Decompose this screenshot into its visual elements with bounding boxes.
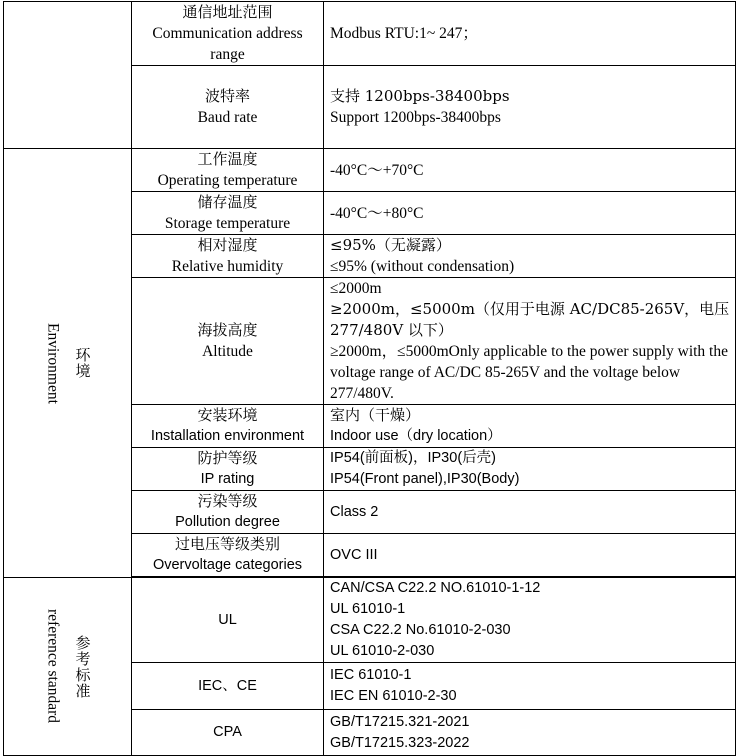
param-label-en: Communication address <box>152 25 303 42</box>
param-label-zh: 安装环境 <box>197 406 258 424</box>
param-label-en: Storage temperature <box>164 215 291 232</box>
value-text: UL 61010-1 <box>330 601 406 617</box>
value-text: IP54(前面板)，IP30(后壳) <box>330 450 496 466</box>
group-communication <box>4 2 132 149</box>
value-iec-ce <box>324 663 736 710</box>
value-altitude <box>324 278 736 405</box>
param-label: UL <box>218 611 237 628</box>
param-label-en: Pollution degree <box>175 514 280 530</box>
value-text: ≥2000m，≤5000mOnly applicable to the power supply with the voltage range of AC/DC 85-265V and the voltage below 277/480V. <box>330 343 728 402</box>
row-comm-address <box>4 2 736 66</box>
value-text: Support 1200bps-38400bps <box>330 109 501 126</box>
value-ip-rating <box>324 448 736 491</box>
value-text: -40°C～+70°C <box>330 161 424 179</box>
value-text: ≤95% (without condensation) <box>330 258 515 275</box>
param-altitude <box>132 278 324 405</box>
param-ul <box>132 578 324 663</box>
param-label-zh: 工作温度 <box>197 150 258 168</box>
value-text: IP54(Front panel),IP30(Body) <box>330 471 520 487</box>
value-cpa <box>324 710 736 756</box>
value-text: 室内（干燥） <box>330 406 421 424</box>
param-storage-temperature <box>132 192 324 235</box>
param-label-en: Installation environment <box>150 428 305 444</box>
param-label-en: Overvoltage categories <box>152 557 303 573</box>
value-baud-rate <box>324 66 736 149</box>
value-pollution-degree <box>324 491 736 534</box>
value-text: 支持 1200bps-38400bps <box>330 87 510 105</box>
group-label-zh: 参考标准 <box>73 634 92 699</box>
value-text: CAN/CSA C22.2 NO.61010-1-12 <box>330 580 541 596</box>
value-installation-environment <box>324 405 736 448</box>
param-label-zh: 防护等级 <box>197 449 258 467</box>
group-label-en: reference standard <box>44 609 62 724</box>
row-ul <box>4 578 736 663</box>
param-label-en: Baud rate <box>197 109 258 126</box>
row-operating-temperature <box>4 149 736 192</box>
param-operating-temperature <box>132 149 324 192</box>
param-installation-environment <box>132 405 324 448</box>
value-text: ≤2000m <box>330 280 382 297</box>
param-label-zh: 海拔高度 <box>197 321 258 339</box>
param-label-zh: 通信地址范围 <box>182 3 273 21</box>
param-label-en: Relative humidity <box>171 258 284 275</box>
value-text: -40°C～+80°C <box>330 204 424 222</box>
param-label-en: Operating temperature <box>157 172 298 189</box>
param-relative-humidity <box>132 235 324 278</box>
param-cpa <box>132 710 324 756</box>
value-overvoltage-categories <box>324 534 736 577</box>
param-label: CPA <box>213 724 242 740</box>
param-label-zh: 储存温度 <box>197 193 258 211</box>
param-label-en: range <box>210 46 245 63</box>
value-text: CSA C22.2 No.61010-2-030 <box>330 622 511 638</box>
spec-table <box>3 1 736 756</box>
group-reference-standard <box>4 578 132 756</box>
value-text: GB/T17215.323-2022 <box>330 734 470 751</box>
value-text: ≥2000m，≤5000m（仅用于电源 AC/DC85-265V，电压 277/480V 以下） <box>330 300 730 339</box>
value-ul <box>324 578 736 663</box>
value-text: Indoor use（dry location） <box>330 428 502 444</box>
param-label-zh: 过电压等级类别 <box>174 535 280 553</box>
param-label-zh: 污染等级 <box>197 492 258 510</box>
value-text: GB/T17215.321-2021 <box>330 713 470 730</box>
value-text: OVC III <box>330 546 378 563</box>
value-comm-address <box>324 2 736 66</box>
param-pollution-degree <box>132 491 324 534</box>
value-text: UL 61010-2-030 <box>330 643 435 659</box>
value-text: ≤95%（无凝露） <box>330 236 451 254</box>
param-label-en: Altitude <box>202 343 253 360</box>
param-ip-rating <box>132 448 324 491</box>
group-environment <box>4 149 132 578</box>
value-relative-humidity <box>324 235 736 278</box>
group-label-en: Environment <box>44 322 62 404</box>
param-label-en: IP rating <box>200 471 255 487</box>
value-text: Class 2 <box>330 503 379 520</box>
value-text: IEC 61010-1 <box>330 667 412 683</box>
value-text: IEC EN 61010-2-30 <box>330 688 457 704</box>
value-operating-temperature <box>324 149 736 192</box>
param-baud-rate <box>132 66 324 149</box>
param-label: IEC、CE <box>198 677 257 694</box>
param-comm-address <box>132 2 324 66</box>
value-text: Modbus RTU:1~ 247； <box>330 25 478 42</box>
param-overvoltage-categories <box>132 534 324 577</box>
param-label-zh: 波特率 <box>204 87 250 105</box>
value-storage-temperature <box>324 192 736 235</box>
param-label-zh: 相对湿度 <box>197 236 258 254</box>
group-label-zh: 环境 <box>73 347 92 379</box>
param-iec-ce <box>132 663 324 710</box>
